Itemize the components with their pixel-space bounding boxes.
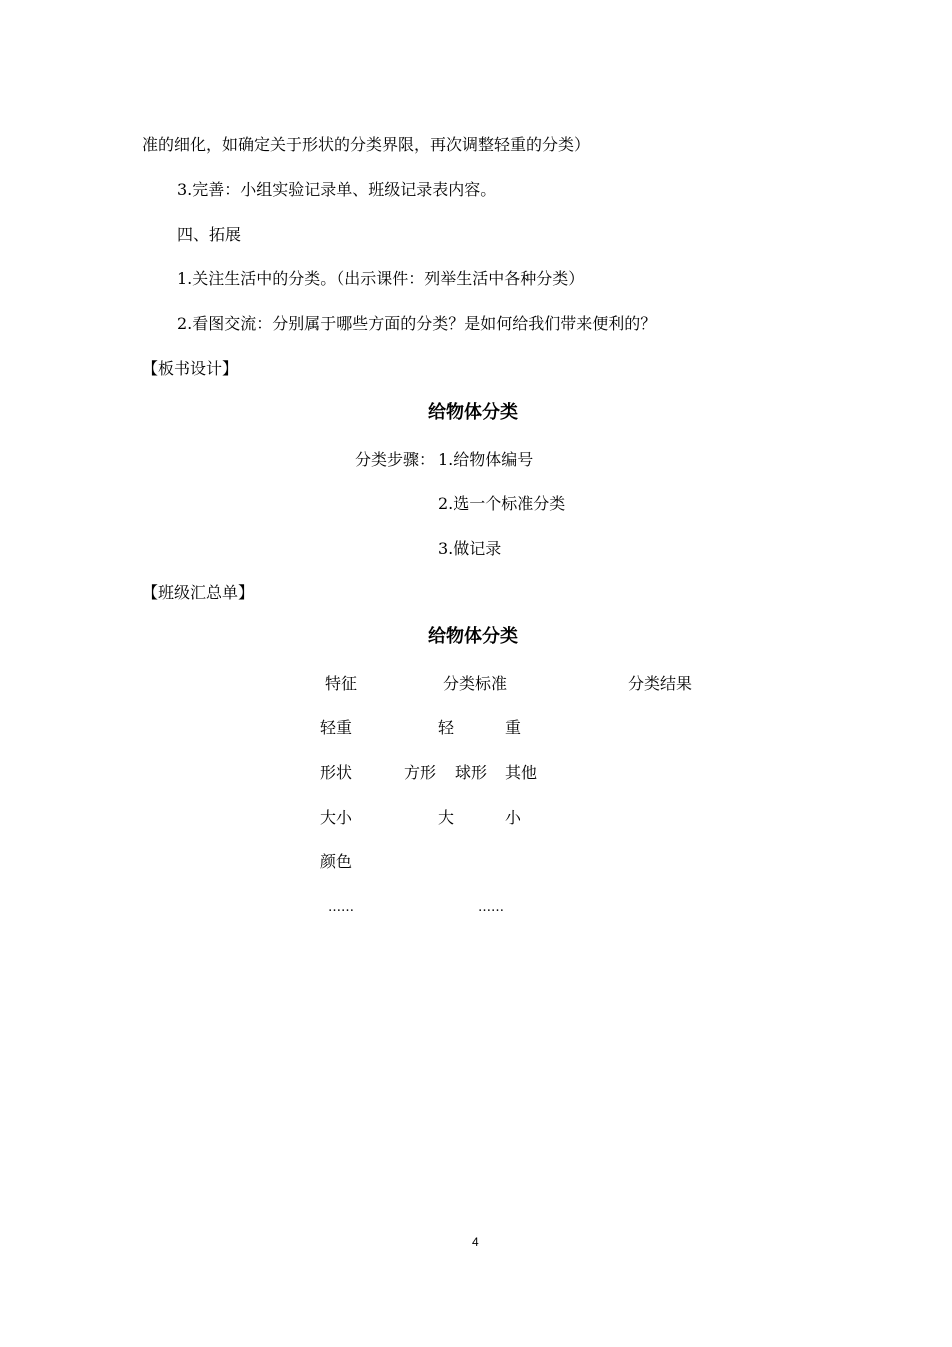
table-cell: 其他 (505, 763, 538, 782)
table-header-result: 分类结果 (628, 674, 693, 693)
section-label-class-summary: 【班级汇总单】 (142, 583, 255, 602)
table-cell: 小 (505, 808, 522, 827)
step-item: 1.给物体编号 (438, 450, 534, 469)
table-cell: …… (328, 900, 354, 915)
paragraph-continuation: 准的细化，如确定关于形状的分类界限，再次调整轻重的分类） (142, 135, 591, 154)
page-number: 4 (472, 1235, 479, 1249)
summary-title: 给物体分类 (428, 626, 518, 647)
section-heading-extension: 四、拓展 (177, 225, 242, 244)
table-cell: 方形 (404, 763, 437, 782)
paragraph-item-2: 2.看图交流：分别属于哪些方面的分类？是如何给我们带来便利的？ (177, 314, 657, 333)
table-cell: 球形 (455, 763, 488, 782)
table-cell: …… (478, 900, 504, 915)
paragraph-item-1: 1.关注生活中的分类。（出示课件：列举生活中各种分类） (177, 269, 585, 288)
table-cell: 颜色 (320, 852, 353, 871)
step-item: 3.做记录 (438, 539, 502, 558)
board-design-title: 给物体分类 (428, 402, 518, 423)
table-cell: 大 (438, 808, 455, 827)
paragraph-step-3: 3.完善：小组实验记录单、班级记录表内容。 (177, 180, 497, 199)
section-label-board-design: 【板书设计】 (142, 359, 239, 378)
table-cell: 重 (505, 718, 522, 737)
steps-label: 分类步骤： (355, 450, 436, 469)
table-cell: 轻重 (320, 718, 353, 737)
table-cell: 轻 (438, 718, 455, 737)
table-header-feature: 特征 (325, 674, 358, 693)
table-cell: 大小 (320, 808, 353, 827)
step-item: 2.选一个标准分类 (438, 494, 566, 513)
table-cell: 形状 (320, 763, 353, 782)
table-header-standard: 分类标准 (443, 674, 508, 693)
